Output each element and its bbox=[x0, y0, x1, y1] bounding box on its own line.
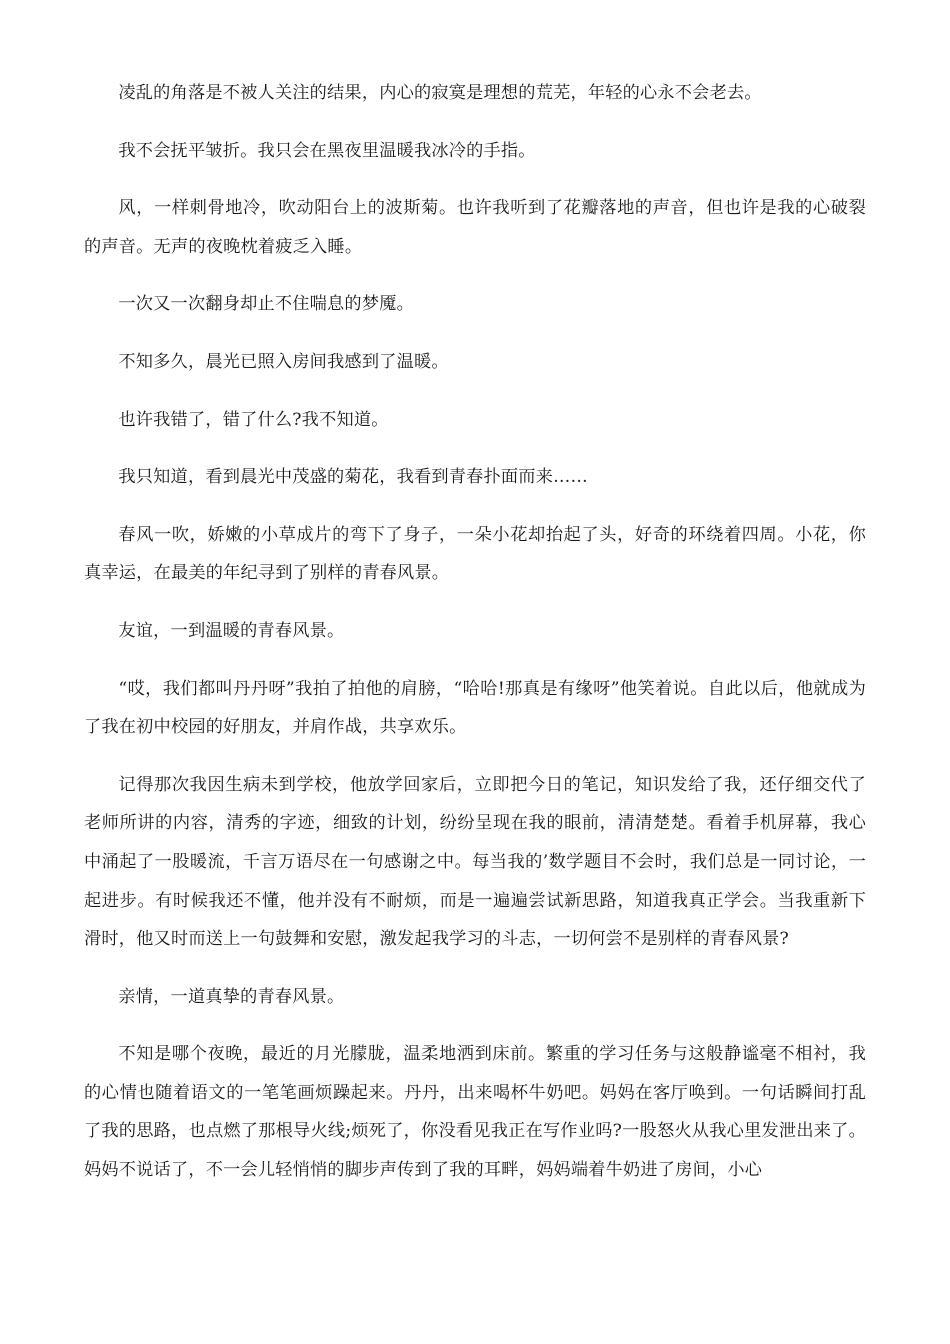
paragraph: 亲情，一道真挚的青春风景。 bbox=[118, 986, 345, 1007]
paragraph: 凌乱的角落是不被人关注的结果，内心的寂寞是理想的荒芜，年轻的心永不会老去。 bbox=[118, 83, 762, 103]
paragraph: 不知是哪个夜晚，最近的月光朦胧，温柔地洒到床前。繁重的学习任务与这般静谧毫不相衬，我的心情也随着语文的一笔笔画烦躁起来。丹丹，出来喝杯牛奶吧。妈妈在客厅唤到。一句话瞬间打乱了我的思路，也点燃了那根导火线;烦死了，你没看见我正在写作业吗?一股怒火从我心里发泄出来了。妈妈不说话了，不一会儿轻悄悄的脚步声传到了我的耳畔，妈妈端着牛奶进了房间，小心 bbox=[84, 1044, 866, 1181]
paragraph: 一次又一次翻身却止不住喘息的梦魇。 bbox=[118, 294, 414, 315]
paragraph: 风，一样刺骨地冷，吹动阳台上的波斯菊。也许我听到了花瓣落地的声音，但也许是我的心破裂的声音。无声的夜晚枕着疲乏入睡。 bbox=[84, 198, 866, 257]
paragraph: 友谊，一到温暖的青春风景。 bbox=[118, 620, 345, 641]
paragraph: 春风一吹，娇嫩的小草成片的弯下了身子，一朵小花却抬起了头，好奇的环绕着四周。小花，你真幸运，在最美的年纪寻到了别样的青春风景。 bbox=[84, 524, 866, 584]
paragraph: 也许我错了，错了什么?我不知道。 bbox=[118, 409, 389, 430]
paragraph: 不知多久，晨光已照入房间我感到了温暖。 bbox=[118, 351, 449, 372]
paragraph: 我不会抚平皱折。我只会在黑夜里温暖我冰冷的手指。 bbox=[118, 140, 536, 161]
paragraph: 记得那次我因生病未到学校，他放学回家后，立即把今日的笔记，知识发给了我，还仔细交代了老师所讲的内容，清秀的字迹，细致的计划，纷纷呈现在我的眼前，清清楚楚。看着手机屏幕，我心中涌起了一股暖流，千言万语尽在一句感谢之中。每当我的’数学题目不会时，我们总是一同讨论，一起进步。有时候我还不懂，他并没有不耐烦，而是一遍遍尝试新思路，知道我真正学会。当我重新下滑时，他又时而送上一句鼓舞和安慰，激发起我学习的斗志，一切何尝不是别样的青春风景? bbox=[84, 774, 866, 950]
paragraph: “哎，我们都叫丹丹呀”我拍了拍他的肩膀，“哈哈!那真是有缘呀”他笑着说。自此以后，他就成为了我在初中校园的好朋友，并肩作战，共享欢乐。 bbox=[84, 678, 866, 738]
paragraph: 我只知道，看到晨光中茂盛的菊花，我看到青春扑面而来…… bbox=[118, 467, 588, 488]
